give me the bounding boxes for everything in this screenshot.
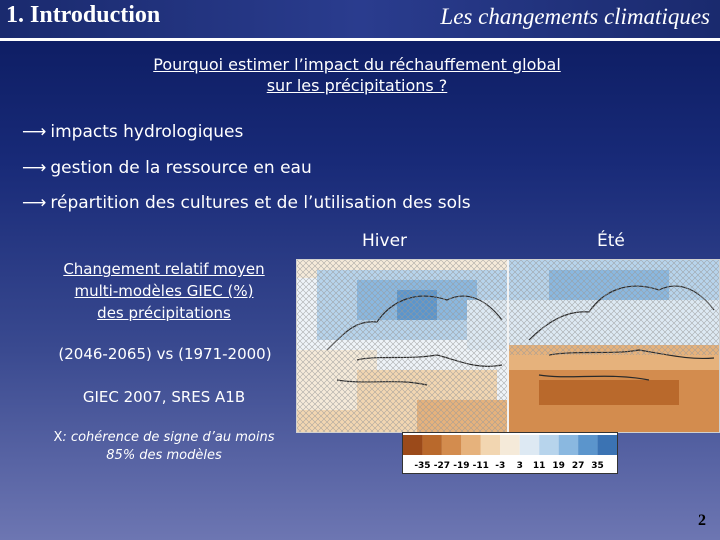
legend-tick-label: 3 bbox=[516, 461, 523, 471]
legend-svg bbox=[403, 433, 617, 473]
season-label-winter: Hiver bbox=[362, 231, 408, 251]
legend-swatch bbox=[403, 435, 422, 455]
period-text: (2046-2065) vs (1971-2000) bbox=[58, 345, 272, 363]
legend-tick-label: -11 bbox=[472, 461, 489, 471]
source-text: GIEC 2007, SRES A1B bbox=[82, 388, 246, 406]
bullet-text: gestion de la ressource en eau bbox=[50, 158, 312, 178]
color-legend bbox=[402, 432, 618, 474]
legend-tick-label: -19 bbox=[453, 461, 470, 471]
topic-title: Les changements climatiques bbox=[440, 4, 710, 29]
legend-swatch bbox=[461, 435, 480, 455]
legend-swatch bbox=[539, 435, 558, 455]
title-divider bbox=[0, 38, 720, 41]
caption-line-2: multi-modèles GIEC (%) bbox=[74, 282, 254, 300]
hatch-note-line-2: 85% des modèles bbox=[106, 448, 222, 463]
section-title: 1. Introduction bbox=[6, 2, 161, 28]
bullet-text: impacts hydrologiques bbox=[50, 122, 244, 142]
legend-tick-label: 11 bbox=[532, 461, 546, 471]
bullet-item bbox=[22, 122, 243, 142]
question-text bbox=[0, 54, 714, 96]
caption-line-1: Changement relatif moyen bbox=[63, 260, 265, 278]
season-label-summer: Été bbox=[597, 231, 625, 251]
bullet-text: répartition des cultures et de l’utilisation des sols bbox=[50, 193, 471, 213]
hatch-note bbox=[44, 429, 284, 465]
arrow-icon: ⟶ bbox=[22, 158, 47, 178]
figure-caption bbox=[44, 258, 284, 324]
legend-tick-label: -35 bbox=[414, 461, 431, 471]
legend-swatch bbox=[559, 435, 578, 455]
legend-swatch bbox=[598, 435, 617, 455]
legend-swatch bbox=[422, 435, 441, 455]
question-line-1: Pourquoi estimer l’impact du réchauffement global bbox=[153, 55, 561, 74]
legend-swatch bbox=[481, 435, 500, 455]
legend-swatch bbox=[442, 435, 461, 455]
bullet-item bbox=[22, 193, 471, 213]
hatch-note-line-1: : cohérence de signe d’au moins bbox=[62, 430, 275, 445]
legend-tick-label: 35 bbox=[591, 461, 604, 471]
hatch-symbol: X bbox=[53, 430, 63, 445]
legend-swatch bbox=[520, 435, 539, 455]
precipitation-maps bbox=[296, 259, 720, 433]
winter-map bbox=[297, 260, 507, 432]
legend-tick-label: -27 bbox=[433, 461, 451, 471]
arrow-icon: ⟶ bbox=[22, 122, 47, 142]
legend-tick-label: 27 bbox=[571, 461, 585, 471]
caption-line-3: des précipitations bbox=[97, 304, 231, 322]
legend-swatch bbox=[578, 435, 597, 455]
arrow-icon: ⟶ bbox=[22, 193, 47, 213]
legend-swatch bbox=[500, 435, 519, 455]
legend-tick-label: -3 bbox=[495, 461, 506, 471]
maps-svg bbox=[297, 260, 719, 432]
page-number: 2 bbox=[698, 512, 706, 529]
bullet-item bbox=[22, 158, 312, 178]
summer-map bbox=[509, 260, 719, 432]
question-line-2: sur les précipitations ? bbox=[266, 76, 448, 95]
legend-tick-label: 19 bbox=[552, 461, 565, 471]
